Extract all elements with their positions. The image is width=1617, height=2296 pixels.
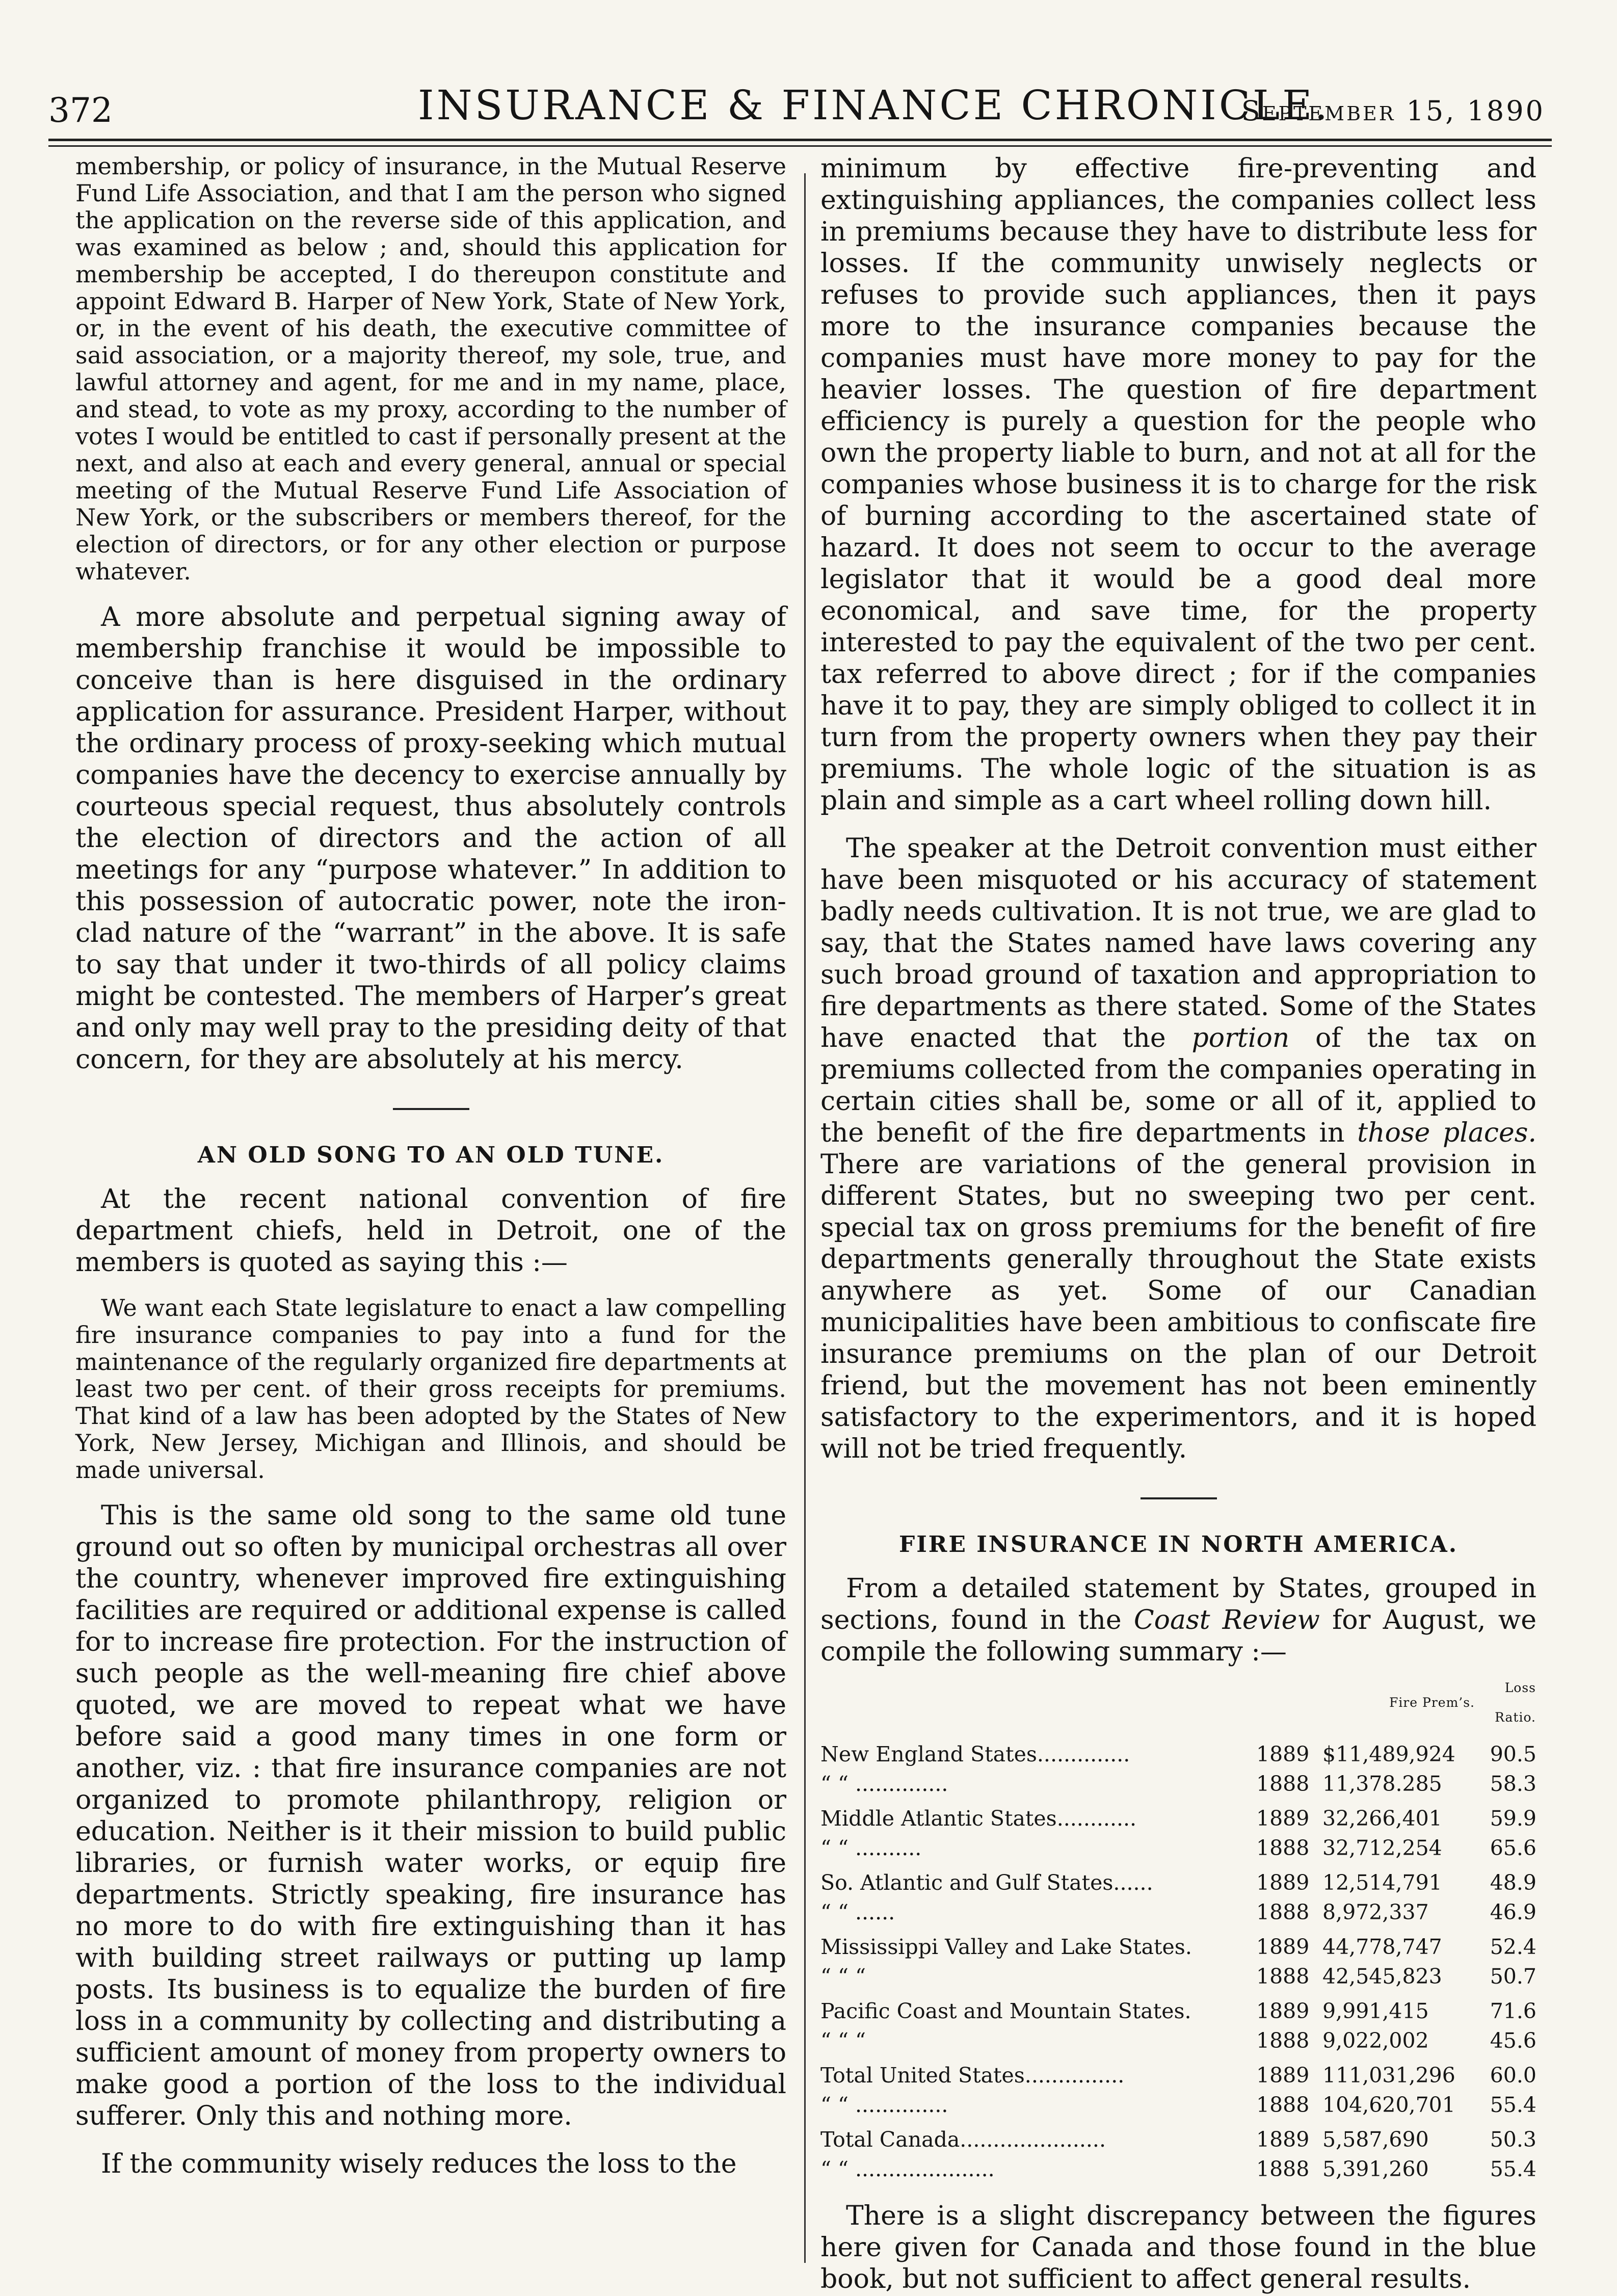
cell-year: 1889 <box>1256 2127 1310 2152</box>
cell-year: 1889 <box>1256 2063 1310 2088</box>
column-header-loss-ratio: Loss Ratio. <box>1495 1680 1536 1725</box>
table-row <box>820 1991 1536 2026</box>
cell-label: “ “ ..................... <box>820 2157 995 2181</box>
cell-year: 1889 <box>1256 1935 1310 1959</box>
cell-loss: 55.4 <box>1490 2157 1536 2181</box>
issue-date: September 15, 1890 <box>1241 95 1545 127</box>
cell-loss: 60.0 <box>1490 2063 1536 2088</box>
cell-label: Middle Atlantic States............ <box>820 1806 1137 1831</box>
cell-year: 1889 <box>1256 1999 1310 2023</box>
cell-label: “ “ .............. <box>820 2093 948 2117</box>
cell-year: 1888 <box>1256 2028 1310 2053</box>
cell-label: Pacific Coast and Mountain States. <box>820 1999 1191 2023</box>
cell-label: Total Canada...................... <box>820 2127 1106 2152</box>
table-row <box>820 2120 1536 2154</box>
cell-loss: 90.5 <box>1490 1742 1536 1766</box>
cell-year: 1888 <box>1256 1772 1310 1796</box>
cell-label: “ “ ...... <box>820 1900 895 1924</box>
cell-label: “ “ .......... <box>820 1836 922 1860</box>
closing-paragraph: There is a slight discrepancy between the figures here given for Canada and those found in the blue book, but not sufficient to affect general results. <box>820 2201 1536 2294</box>
cell-label: New England States.............. <box>820 1742 1130 1766</box>
cell-prem: 11,378.285 <box>1322 1772 1442 1796</box>
cell-loss: 59.9 <box>1490 1806 1536 1831</box>
paragraph: This is the same old song to the same old tune ground out so often by municipal orchestras all over the country, whenever improved fire extinguishing facilities are required or additional expense is called for to increase fire protection. For the instruction of such people as the well-meaning fire chief above quoted, we are moved to repeat what we have before said a good many times in one form or another, viz. : that fire insurance companies are not organized to promote philanthropy, religion or education. Neither is it their mission to build public libraries, or furnish water works, or equip fire departments. Strictly speaking, fire insurance has no more to do with fire extinguishing than it has with building street railways or putting up lamp posts. Its business is to equalize the burden of fire loss in a community by collecting and distributing a sufficient amount of money from property owners to make good a portion of the loss to the individual sufferer. Only this and nothing more. <box>75 1500 786 2131</box>
cell-prem: 42,545,823 <box>1322 1964 1442 1989</box>
fire-insurance-summary-table <box>820 1673 1536 2184</box>
cell-label: “ “ .............. <box>820 1772 948 1796</box>
table-row <box>820 2055 1536 2090</box>
emphasis-text: those places. <box>1357 1118 1536 1148</box>
cell-label: Mississippi Valley and Lake States. <box>820 1935 1192 1959</box>
cell-prem: 12,514,791 <box>1322 1870 1442 1895</box>
column-header-premiums: Fire Prem’s. <box>1389 1695 1475 1710</box>
table-body <box>820 1739 1536 2184</box>
paragraph-text: There are variations of the general provision in different States, but no sweeping two per cent. special tax on gross premiums for the benefit of fire departments generally throughout the State exists anywhere as yet. Some of our Canadian municipalities have been ambitious to confiscate fire insurance premiums on the plan of our Detroit friend, but the movement has not been eminently satisfactory to the experimentors, and it is hoped will not be tried frequently. <box>820 1149 1536 1464</box>
cell-year: 1888 <box>1256 1964 1310 1989</box>
article-heading: AN OLD SONG TO AN OLD TUNE. <box>197 1142 665 1168</box>
paragraph <box>820 1573 1536 1668</box>
cell-label: So. Atlantic and Gulf States...... <box>820 1870 1153 1895</box>
table-row <box>820 1962 1536 1991</box>
table-header-row <box>820 1673 1536 1739</box>
emphasis-text: portion <box>1191 1023 1290 1053</box>
cell-prem: 5,587,690 <box>1322 2127 1429 2152</box>
table-row <box>820 2026 1536 2055</box>
cell-prem: 5,391,260 <box>1322 2157 1429 2181</box>
publication-title: INSURANCE & FINANCE CHRONICLE. <box>418 82 1330 129</box>
cell-label: Total United States............... <box>820 2063 1125 2088</box>
cell-loss: 52.4 <box>1490 1935 1536 1959</box>
page-header <box>46 82 1554 138</box>
left-column <box>75 153 786 2180</box>
cell-prem: 32,712,254 <box>1322 1836 1442 1860</box>
table-row <box>820 2154 1536 2184</box>
paragraph <box>820 833 1536 1465</box>
header-cell-blank <box>1256 1673 1322 1739</box>
paragraph-text: for August, we compile the following summary :— <box>820 1605 1536 1667</box>
paragraph: At the recent national convention of fire department chiefs, held in Detroit, one of the members is quoted as saying this :— <box>75 1184 786 1278</box>
header-rule-thin <box>48 145 1552 147</box>
table-row <box>820 1927 1536 1962</box>
cell-loss: 58.3 <box>1490 1772 1536 1796</box>
section-divider <box>393 1108 469 1110</box>
header-rule <box>48 139 1552 141</box>
cell-prem: 9,022,002 <box>1322 2028 1429 2053</box>
paragraph-text: The speaker at the Detroit convention must either have been misquoted or his accuracy of statement badly needs cultivation. It is not true, we are glad to say, that the States named have laws covering any such broad ground of taxation and appropriation to fire departments as there stated. Some of the States have enacted that the <box>820 833 1536 1053</box>
right-column <box>820 153 1536 2295</box>
article-heading: FIRE INSURANCE IN NORTH AMERICA. <box>898 1532 1459 1558</box>
table-row <box>820 1833 1536 1863</box>
table-row <box>820 1863 1536 1897</box>
publication-name: Coast Review <box>1133 1605 1320 1635</box>
cell-year: 1889 <box>1256 1806 1310 1831</box>
table-row <box>820 1769 1536 1799</box>
cell-loss: 45.6 <box>1490 2028 1536 2053</box>
column-divider <box>804 173 806 2263</box>
quoted-statement: We want each State legislature to enact a law compelling fire insurance companies to pay into a fund for the maintenance of the regularly organized fire departments at least two per cent. of their gross receipts for premiums. That kind of a law has been adopted by the States of New York, New Jersey, Michigan and Illinois, and should be made universal. <box>75 1294 786 1484</box>
cell-loss: 48.9 <box>1490 1870 1536 1895</box>
cell-year: 1888 <box>1256 2157 1310 2181</box>
quoted-application-text: membership, or policy of insurance, in the Mutual Reserve Fund Life Association, and that I am the person who signed the application on the reverse side of this application, and was examined as below ; and, should this application for membership be accepted, I do thereupon constitute and appoint Edward B. Harper of New York, State of New York, or, in the event of his death, the executive committee of said association, or a majority thereof, my sole, true, and lawful attorney and agent, for me and in my name, place, and stead, to vote as my proxy, according to the number of votes I would be entitled to cast if personally present at the next, and also at each and every general, annual or special meeting of the Mutual Reserve Fund Life Association of New York, or the subscribers or members thereof, for the election of directors, or for any other election or purpose whatever. <box>75 152 786 585</box>
cell-year: 1888 <box>1256 1836 1310 1860</box>
cell-loss: 65.6 <box>1490 1836 1536 1860</box>
cell-year: 1888 <box>1256 2093 1310 2117</box>
cell-year: 1889 <box>1256 1742 1310 1766</box>
header-cell-blank <box>820 1673 1256 1739</box>
paragraph: minimum by effective fire-preventing and extinguishing appliances, the companies collect less in premiums because they have to distribute less for losses. If the community unwisely neglects or refuses to provide such appliances, then it pays more to the insurance companies because the companies must have more money to pay for the heavier losses. The question of fire department efficiency is purely a question for the people who own the property liable to burn, and not at all for the companies whose business it is to charge for the risk of burning according to the ascertained state of hazard. It does not seem to occur to the average legislator that it would be a good deal more economical, and save time, for the property interested to pay the equivalent of the two per cent. tax referred to above direct ; for if the companies have it to pay, they are simply obliged to collect it in turn from the property owners when they pay their premiums. The whole logic of the situation is as plain and simple as a cart wheel rolling down hill. <box>820 153 1536 816</box>
cell-loss: 50.7 <box>1490 1964 1536 1989</box>
cell-loss: 71.6 <box>1490 1999 1536 2023</box>
cell-loss: 46.9 <box>1490 1900 1536 1924</box>
cell-loss: 50.3 <box>1490 2127 1536 2152</box>
cell-prem: 111,031,296 <box>1322 2063 1455 2088</box>
page-number: 372 <box>48 91 113 130</box>
section-divider <box>1141 1497 1217 1499</box>
cell-label: “ “ “ <box>820 1964 866 1989</box>
paragraph-text: From a detailed statement by States, grouped in sections, found in the <box>820 1573 1536 1635</box>
table-row <box>820 1799 1536 1833</box>
cell-prem: 44,778,747 <box>1322 1935 1442 1959</box>
cell-year: 1889 <box>1256 1870 1310 1895</box>
cell-loss: 55.4 <box>1490 2093 1536 2117</box>
cell-prem: 9,991,415 <box>1322 1999 1429 2023</box>
paragraph: A more absolute and perpetual signing away of membership franchise it would be impossible to conceive than is here disguised in the ordinary application for assurance. President Harper, without the ordinary process of proxy-seeking which mutual companies have the decency to exercise annually by courteous special request, thus absolutely controls the election of directors and the action of all meetings for any “purpose whatever.” In addition to this possession of autocratic power, note the iron-clad nature of the “warrant” in the above. It is safe to say that under it two-thirds of all policy claims might be contested. The members of Harper’s great and only may well pray to the presiding deity of that concern, for they are absolutely at his mercy. <box>75 602 786 1075</box>
table-row <box>820 2090 1536 2120</box>
cell-prem: 32,266,401 <box>1322 1806 1442 1831</box>
cell-label: “ “ “ <box>820 2028 866 2053</box>
cell-prem: $11,489,924 <box>1322 1742 1455 1766</box>
table-row <box>820 1739 1536 1769</box>
cell-prem: 8,972,337 <box>1322 1900 1429 1924</box>
cell-year: 1888 <box>1256 1900 1310 1924</box>
table-row <box>820 1897 1536 1927</box>
paragraph-text: of the tax on premiums collected from the companies operating in certain cities shall be, some or all of it, applied to the benefit of the fire departments in <box>820 1023 1537 1148</box>
paragraph: If the community wisely reduces the loss to the <box>101 2149 737 2179</box>
cell-prem: 104,620,701 <box>1322 2093 1455 2117</box>
